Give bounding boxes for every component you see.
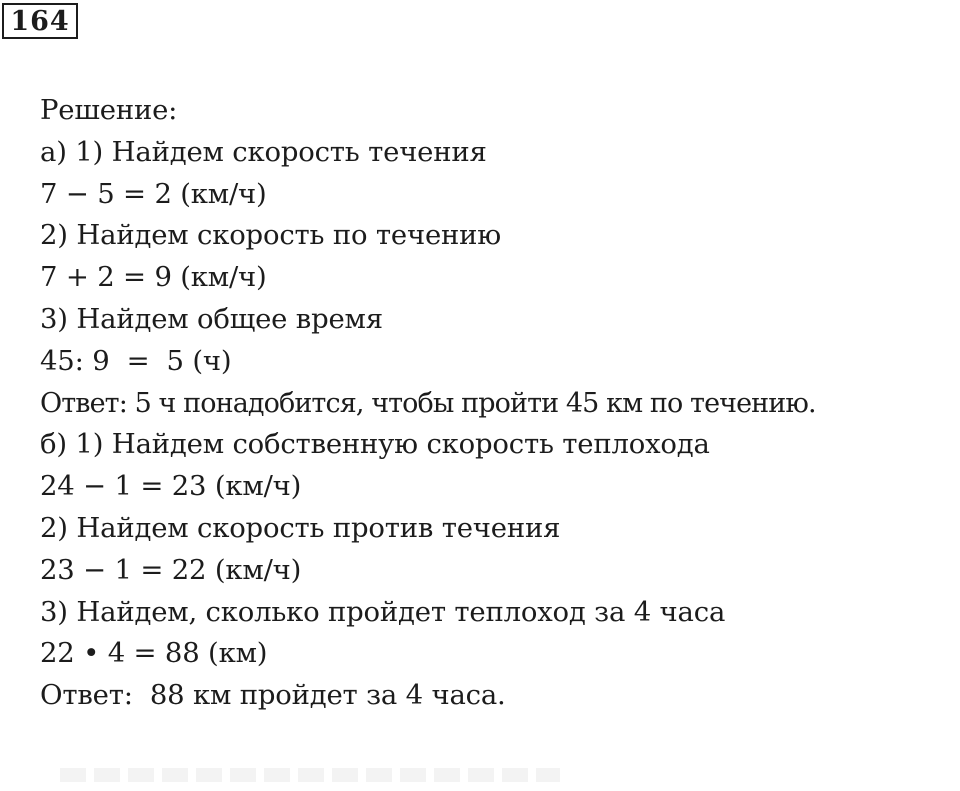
faded-bleedthrough-text: [60, 768, 560, 782]
problem-number-box: [2, 3, 78, 39]
problem-number: 164: [10, 5, 70, 37]
solution-answer-a: Ответ: 5 ч понадобится, чтобы пройти 45 км по течению.: [40, 387, 816, 419]
solution-line-b-step3: 3) Найдем, сколько пройдет теплоход за 4 часа: [40, 595, 726, 628]
solution-line-a-step3: 3) Найдем общее время: [40, 302, 383, 335]
solution-line-b-step2: 2) Найдем скорость против течения: [40, 511, 561, 544]
solution-line-a-calc1: 7 − 5 = 2 (км/ч): [40, 177, 267, 210]
solution-line-a-calc3: 45: 9 = 5 (ч): [40, 344, 232, 377]
solution-line-b-step1: б) 1) Найдем собственную скорость теплохода: [40, 428, 710, 461]
solution-answer-b: Ответ: 88 км пройдет за 4 часа.: [40, 679, 506, 712]
solution-line-b-calc3: 22 • 4 = 88 (км): [40, 637, 268, 670]
solution-line-b-calc1: 24 − 1 = 23 (км/ч): [40, 470, 302, 503]
solution-line-a-step2: 2) Найдем скорость по течению: [40, 219, 502, 252]
solution-line-b-calc2: 23 − 1 = 22 (км/ч): [40, 553, 302, 586]
solution-line-a-calc2: 7 + 2 = 9 (км/ч): [40, 261, 267, 294]
solution-heading: Решение:: [40, 94, 178, 126]
solution-line-a-step1: а) 1) Найдем скорость течения: [40, 135, 487, 168]
solution-text: [40, 90, 955, 717]
